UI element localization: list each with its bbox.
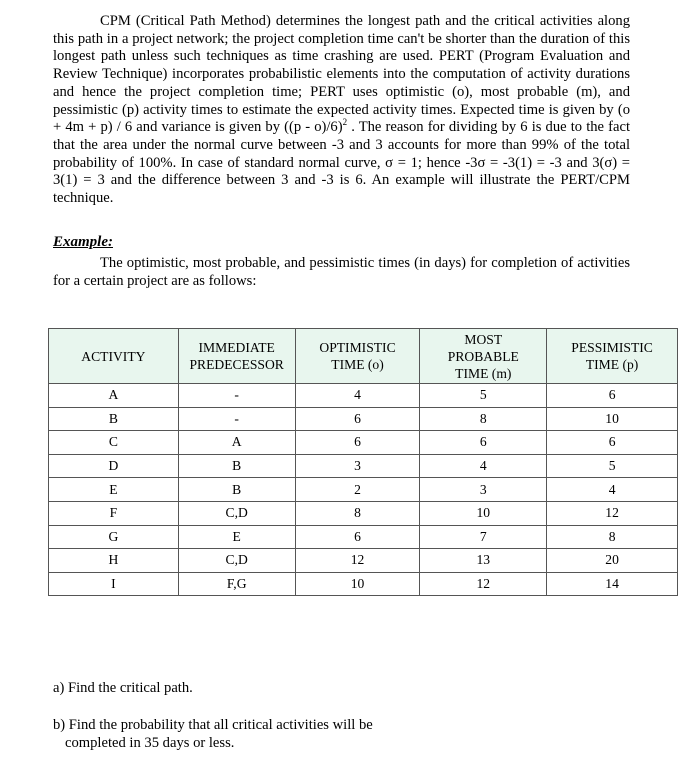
cell-most-probable: 12: [420, 572, 547, 596]
header-optimistic: [295, 329, 420, 384]
cell-activity: H: [49, 549, 179, 573]
header-line: TIME (o): [331, 357, 384, 372]
cell-most-probable: 8: [420, 407, 547, 431]
cell-pessimistic: 8: [547, 525, 678, 549]
cell-pessimistic: 10: [547, 407, 678, 431]
cell-activity: C: [49, 431, 179, 455]
header-line: PESSIMISTIC: [571, 340, 653, 355]
cell-optimistic: 10: [295, 572, 420, 596]
cell-optimistic: 3: [295, 454, 420, 478]
cell-most-probable: 5: [420, 384, 547, 408]
cell-pessimistic: 6: [547, 384, 678, 408]
cell-activity: E: [49, 478, 179, 502]
cell-predecessor: E: [178, 525, 295, 549]
table-header-row: [49, 329, 678, 384]
header-most-probable: [420, 329, 547, 384]
cell-predecessor: C,D: [178, 549, 295, 573]
table-row: [49, 454, 678, 478]
cell-optimistic: 6: [295, 431, 420, 455]
cell-optimistic: 12: [295, 549, 420, 573]
table-row: [49, 525, 678, 549]
cell-activity: A: [49, 384, 179, 408]
header-line: OPTIMISTIC: [319, 340, 396, 355]
header-pessimistic: [547, 329, 678, 384]
header-line: TIME (m): [455, 365, 512, 381]
header-line: ACTIVITY: [81, 348, 146, 364]
cell-most-probable: 7: [420, 525, 547, 549]
cell-predecessor: B: [178, 478, 295, 502]
question-b: [53, 717, 453, 752]
table-row: [49, 431, 678, 455]
question-b-line1: b) Find the probability that all critical activities will be: [53, 717, 373, 733]
cell-activity: I: [49, 572, 179, 596]
cell-optimistic: 2: [295, 478, 420, 502]
table-row: [49, 478, 678, 502]
table-row: [49, 572, 678, 596]
activity-table: [48, 328, 678, 596]
cell-pessimistic: 6: [547, 431, 678, 455]
cell-activity: B: [49, 407, 179, 431]
intro-paragraph: [53, 13, 630, 208]
table-row: [49, 407, 678, 431]
example-heading: Example:: [53, 234, 113, 250]
header-line: PREDECESSOR: [189, 357, 284, 372]
cell-predecessor: -: [178, 384, 295, 408]
intro-superscript: 2: [342, 117, 348, 128]
cell-pessimistic: 20: [547, 549, 678, 573]
header-predecessor: [178, 329, 295, 384]
cell-most-probable: 13: [420, 549, 547, 573]
question-b-line2: completed in 35 days or less.: [65, 734, 235, 751]
cell-predecessor: C,D: [178, 501, 295, 525]
cell-most-probable: 10: [420, 501, 547, 525]
cell-activity: F: [49, 501, 179, 525]
cell-activity: D: [49, 454, 179, 478]
cell-pessimistic: 4: [547, 478, 678, 502]
intro-text-part2: . The reason for dividing by 6 is due to the fact that the area under the normal curve between -3 and 3 accounts for more than 99% of the total probability of 100%. In case of standard normal curve, σ = 1; hence -3σ = -3(1) = -3 and 3(σ) = 3(1) = 3 and the difference between 3 and -3 is 6. An example will illustrate the PERT/CPM technique.: [53, 119, 631, 207]
cell-activity: G: [49, 525, 179, 549]
table-row: [49, 549, 678, 573]
cell-predecessor: -: [178, 407, 295, 431]
header-line: MOST: [464, 331, 503, 347]
question-a: a) Find the critical path.: [53, 680, 193, 696]
table-body: [49, 384, 678, 596]
cell-optimistic: 8: [295, 501, 420, 525]
cell-most-probable: 6: [420, 431, 547, 455]
example-text: The optimistic, most probable, and pessimistic times (in days) for completion of activities for a certain project are as follows:: [53, 255, 630, 289]
header-line: IMMEDIATE: [198, 340, 275, 355]
cell-pessimistic: 12: [547, 501, 678, 525]
header-line: PROBABLE: [447, 348, 519, 364]
header-line: TIME (p): [585, 357, 639, 372]
example-paragraph: [53, 254, 630, 290]
cell-optimistic: 4: [295, 384, 420, 408]
table-row: [49, 384, 678, 408]
intro-text-part1: CPM (Critical Path Method) determines the longest path and the critical activities along this path in a project network; the project completion time can't be shorter than the duration of this longest path unless such techniques as time crashing are used. PERT (Program Evaluation and Review Technique) incorporates probabilistic elements into the computation of activity durations and hence the project completion time; PERT uses optimistic (o), most probable (m), and pessimistic (p) activity times to estimate the expected activity times. Expected time is given by (o + 4m + p) / 6 and variance is given by ((p - o)/6): [53, 13, 630, 136]
cell-predecessor: B: [178, 454, 295, 478]
cell-pessimistic: 14: [547, 572, 678, 596]
cell-most-probable: 4: [420, 454, 547, 478]
cell-pessimistic: 5: [547, 454, 678, 478]
header-activity: [49, 329, 179, 384]
cell-most-probable: 3: [420, 478, 547, 502]
cell-optimistic: 6: [295, 407, 420, 431]
cell-predecessor: A: [178, 431, 295, 455]
table-row: [49, 501, 678, 525]
cell-optimistic: 6: [295, 525, 420, 549]
cell-predecessor: F,G: [178, 572, 295, 596]
